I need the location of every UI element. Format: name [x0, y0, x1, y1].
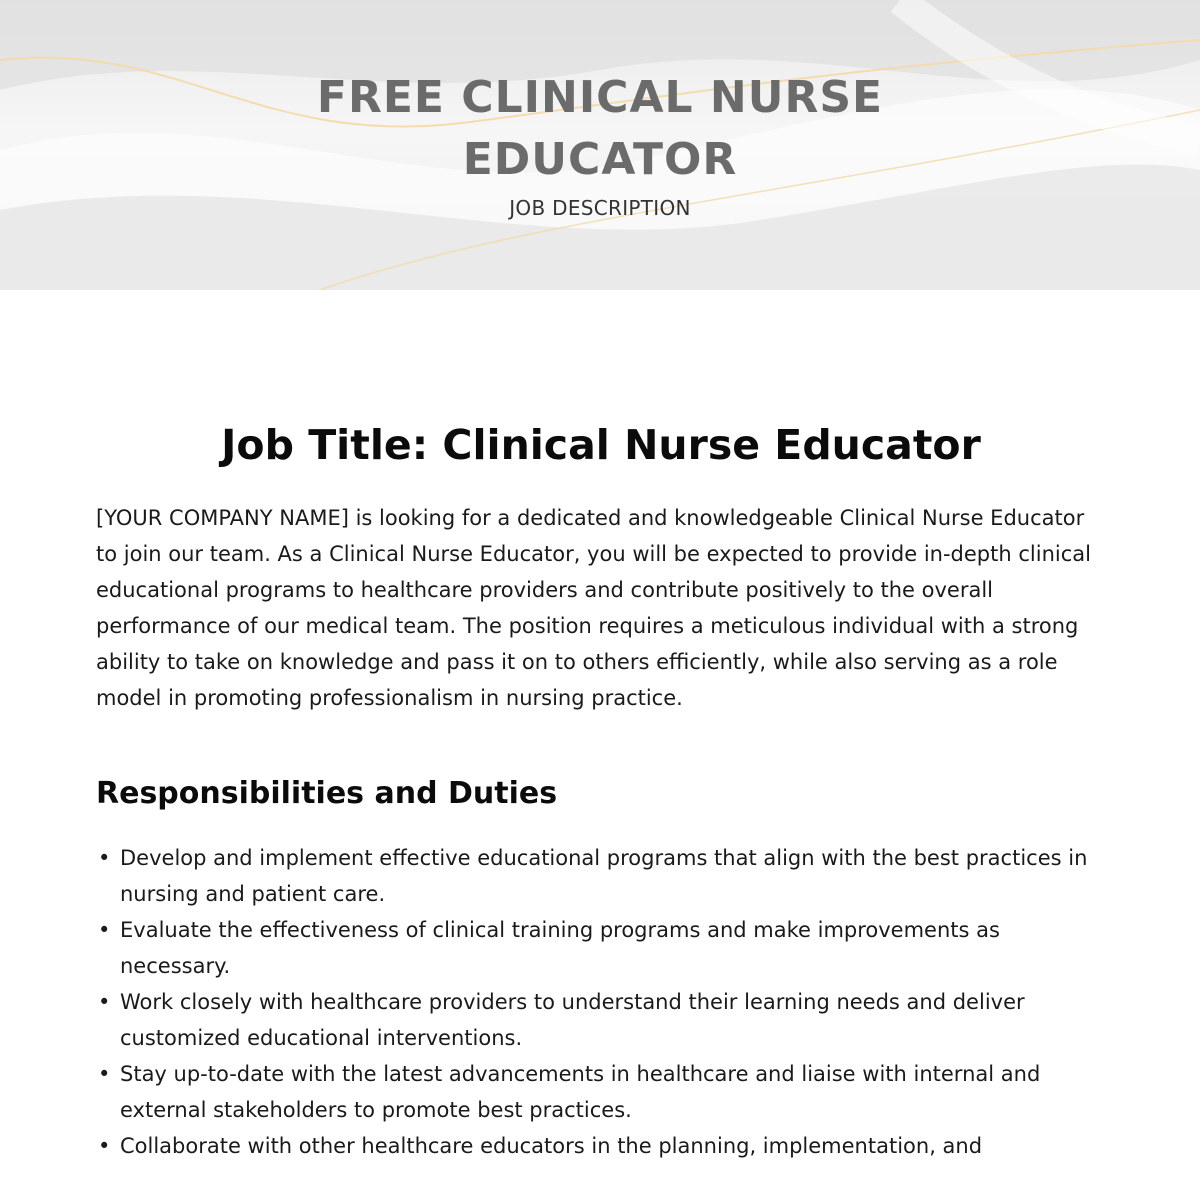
list-item-text: Collaborate with other healthcare educators in the planning, implementation, and: [120, 1134, 983, 1158]
document-body: [96, 418, 1106, 1164]
responsibilities-heading: Responsibilities and Duties: [96, 776, 558, 811]
header-banner: [0, 0, 1200, 290]
job-title-heading: Job Title: Clinical Nurse Educator: [221, 421, 981, 469]
bullet-icon: •: [98, 1134, 111, 1158]
list-item: [96, 840, 1106, 912]
intro-paragraph: [YOUR COMPANY NAME] is looking for a dedicated and knowledgeable Clinical Nurse Educator to join our team. As a Clinical Nurse Educator, you will be expected to provide in-depth clinical educational programs to healthcare providers and contribute positively to the overall performance of our medical team. The position requires a meticulous individual with a strong ability to take on knowledge and pass it on to others efficiently, while also serving as a role model in promoting professionalism in nursing practice.: [96, 506, 1091, 710]
list-item: [96, 912, 1106, 984]
list-item: [96, 984, 1106, 1056]
list-item-text: Work closely with healthcare providers to understand their learning needs and deliver customized educational interventions.: [120, 990, 1025, 1050]
bullet-icon: •: [98, 990, 111, 1014]
list-item: [96, 1056, 1106, 1128]
list-item-text: Develop and implement effective educational programs that align with the best practices in nursing and patient care.: [120, 846, 1088, 906]
bullet-icon: •: [98, 918, 111, 942]
bullet-icon: •: [98, 1062, 111, 1086]
list-item: [96, 1128, 1106, 1164]
list-item-text: Stay up-to-date with the latest advancements in healthcare and liaise with internal and external stakeholders to promote best practices.: [120, 1062, 1041, 1122]
banner-title-line2: EDUCATOR: [462, 134, 738, 185]
list-item-text: Evaluate the effectiveness of clinical training programs and make improvements as necessary.: [120, 918, 1000, 978]
responsibilities-list: [96, 840, 1106, 1164]
bullet-icon: •: [98, 846, 111, 870]
banner-subtitle: JOB DESCRIPTION: [509, 196, 691, 220]
banner-title-line1: FREE CLINICAL NURSE: [316, 72, 884, 123]
